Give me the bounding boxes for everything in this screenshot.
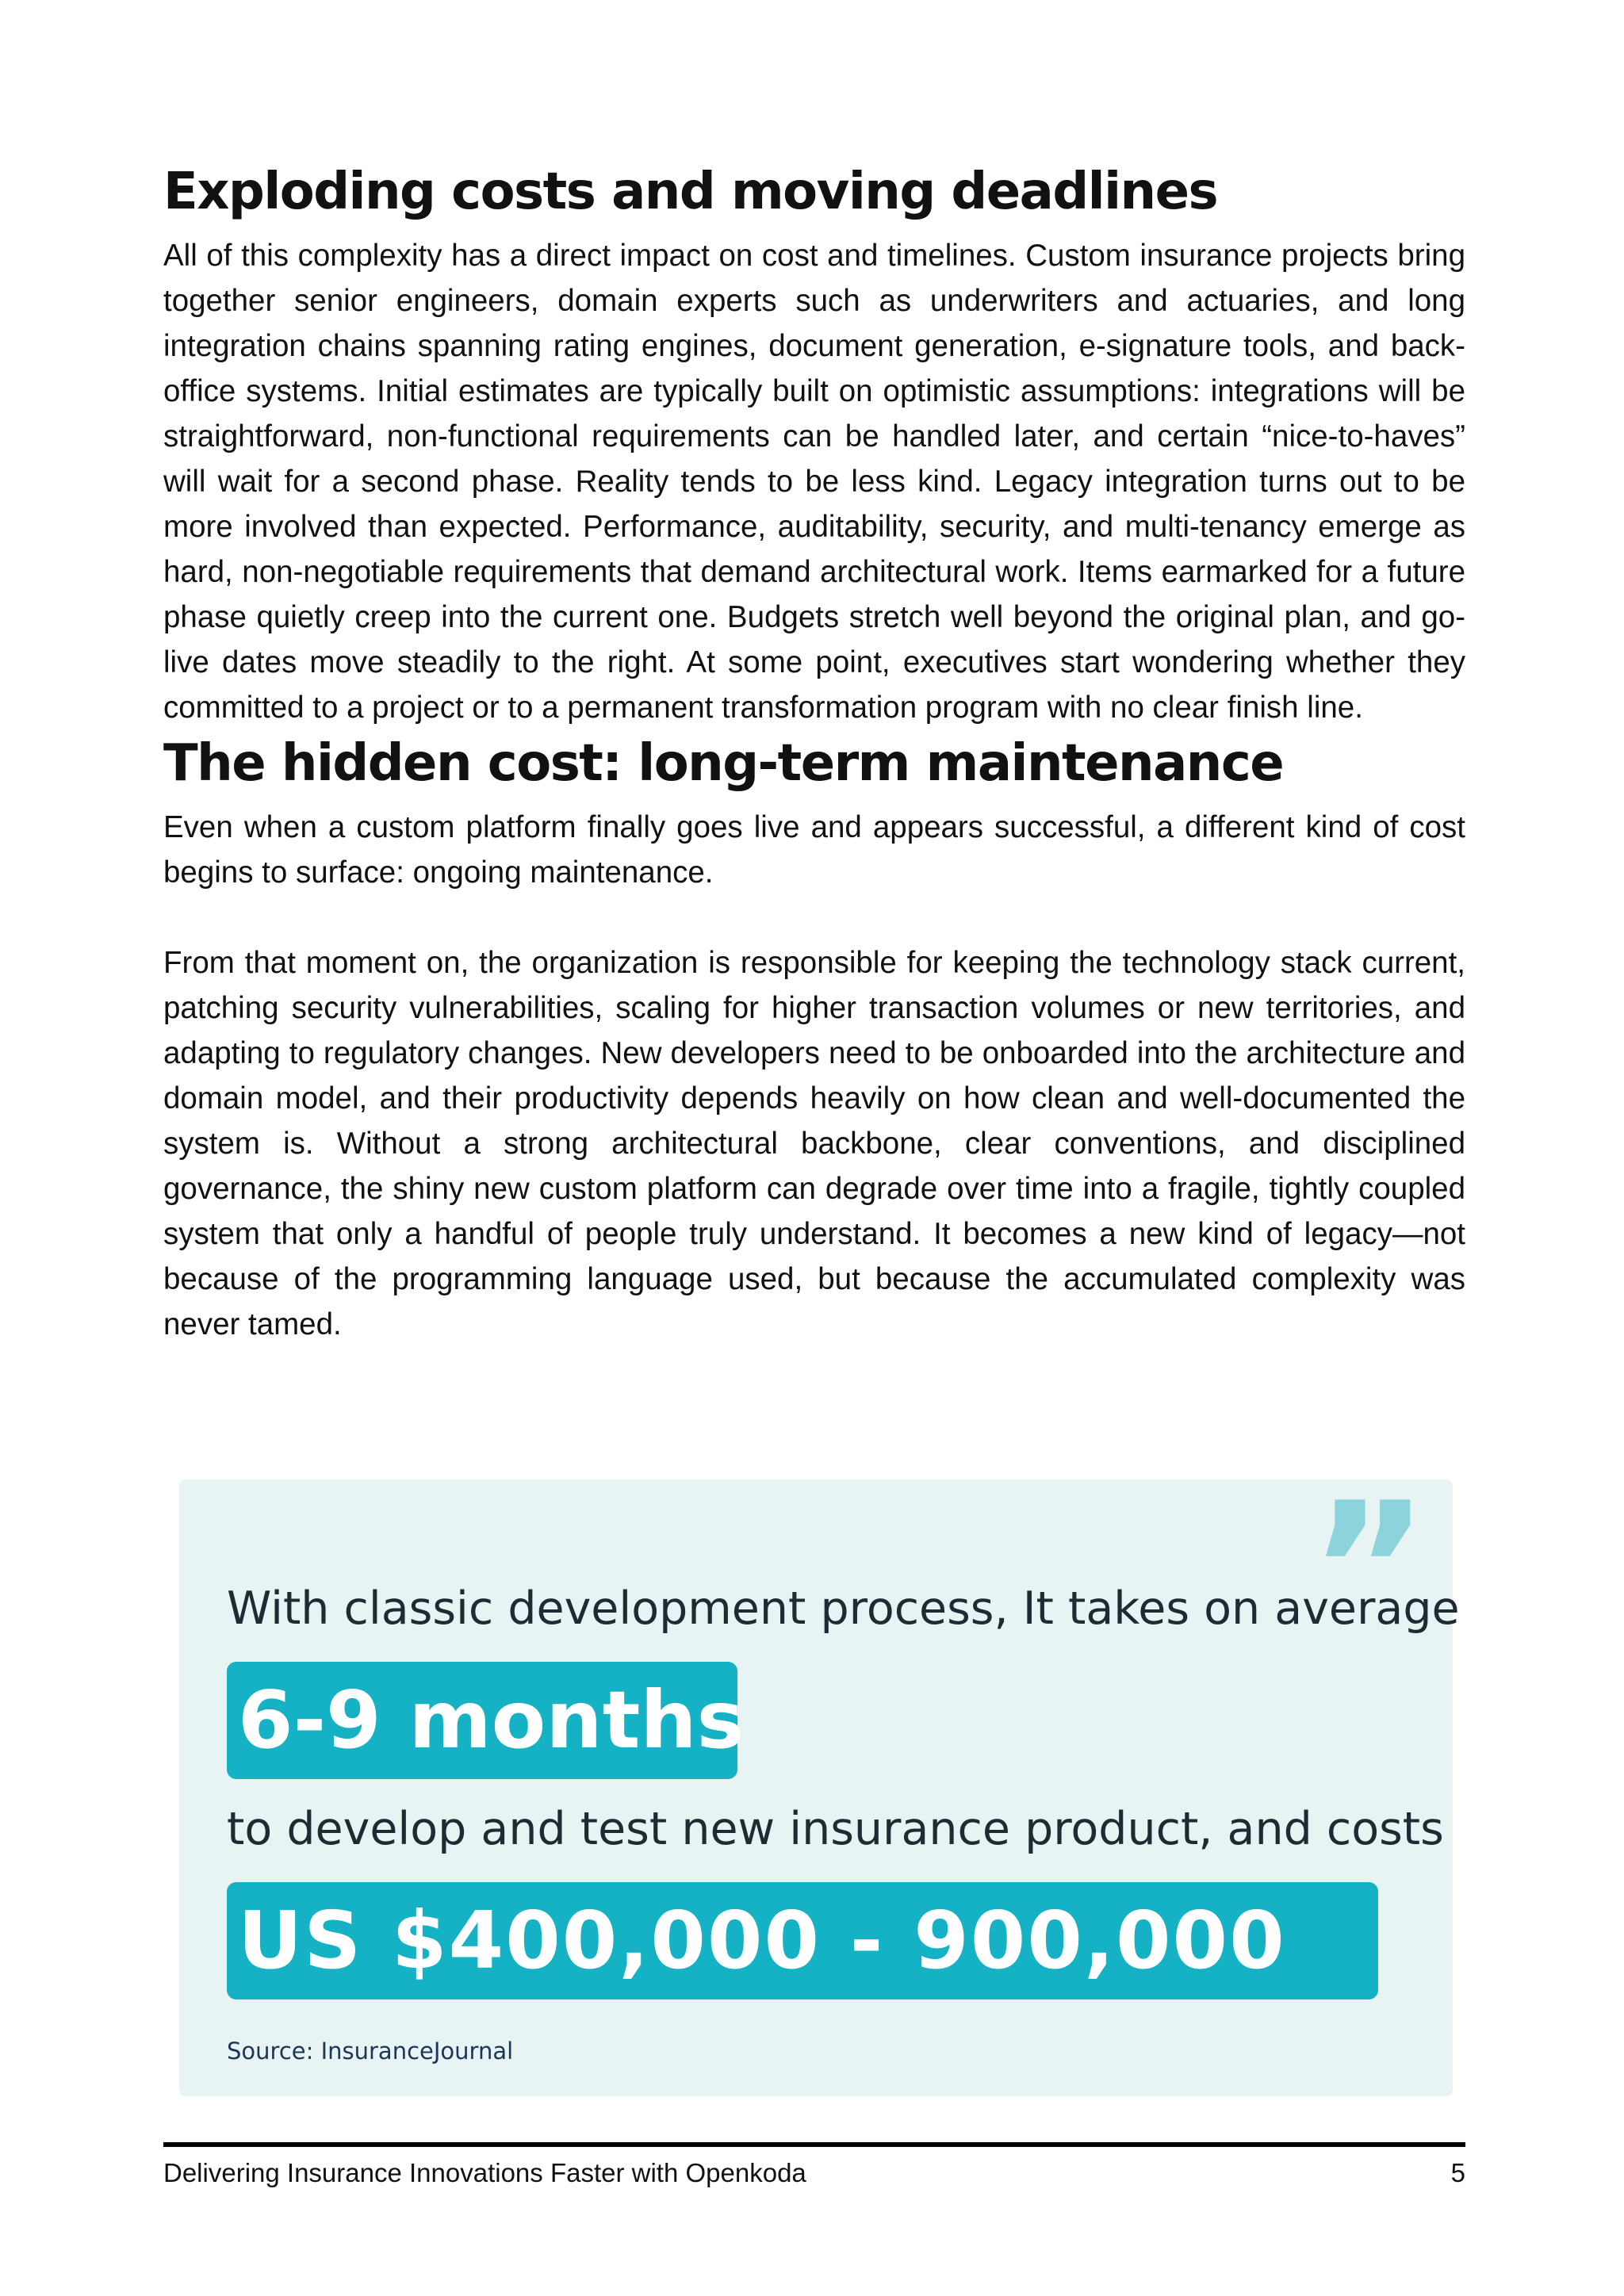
section-heading-maintenance: The hidden cost: long-term maintenance (163, 734, 1284, 793)
callout-middle-text: to develop and test new insurance product, and costs (227, 1803, 1444, 1855)
main-content (163, 159, 1465, 1347)
callout-duration-highlight: 6-9 months (227, 1662, 737, 1779)
callout-source: Source: InsuranceJournal (227, 2038, 514, 2064)
footer-divider (163, 2142, 1465, 2147)
footer-document-title: Delivering Insurance Innovations Faster with Openkoda (163, 2158, 806, 2187)
quote-mark-icon: ” (1308, 1464, 1413, 1676)
section-heading-costs: Exploding costs and moving deadlines (163, 163, 1218, 221)
callout-cost-highlight: US $400,000 - 900,000 (227, 1882, 1378, 1999)
footer-page-number: 5 (1450, 2158, 1465, 2187)
callout-intro-text: With classic development process, It takes on average (227, 1582, 1460, 1635)
statistic-callout (179, 1464, 1460, 2096)
section-paragraph-maintenance-detail: From that moment on, the organization is responsible for keeping the technology stack current, patching security vulnerabilities, scaling for higher transaction volumes or new territories, and adapting to regulatory changes. New developers need to be onboarded into the architecture and domain model, and their productivity depends heavily on how clean and well-documented the system is. Without a strong architectural backbone, clear conventions, and disciplined governance, the shiny new custom platform can degrade over time into a fragile, tightly coupled system that only a handful of people truly understand. It becomes a new kind of legacy—not because of the programming language used, but because the accumulated complexity was never tamed. (163, 946, 1465, 1341)
section-paragraph-costs: All of this complexity has a direct impact on cost and timelines. Custom insurance projects bring together senior engineers, domain experts such as underwriters and actuaries, and long integration chains spanning rating engines, document generation, e-signature tools, and back-office systems. Initial estimates are typically built on optimistic assumptions: integrations will be straightforward, non-functional requirements can be handled later, and certain “nice-to-haves” will wait for a second phase. Reality tends to be less kind. Legacy integration turns out to be more involved than expected. Performance, auditability, security, and multi-tenancy emerge as hard, non-negotiable requirements that demand architectural work. Items earmarked for a future phase quietly creep into the current one. Budgets stretch well beyond the original plan, and go-live dates move steadily to the right. At some point, executives start wondering whether they committed to a project or to a permanent transformation program with no clear finish line. (163, 239, 1465, 725)
section-paragraph-maintenance-intro: Even when a custom platform finally goes live and appears successful, a different kind of cost begins to surface: ongoing maintenance. (163, 810, 1465, 890)
